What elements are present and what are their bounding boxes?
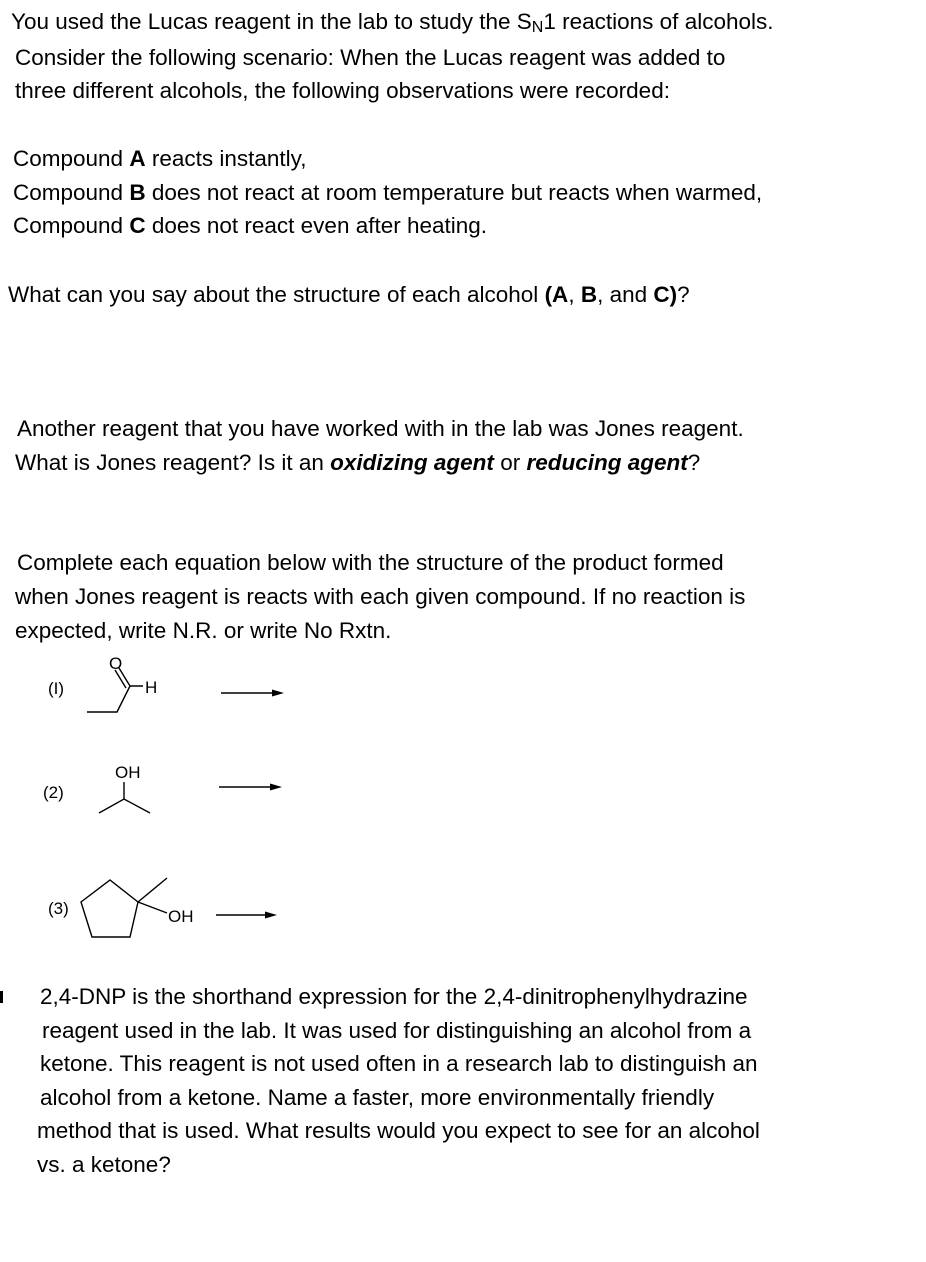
atom-oh: OH [115, 763, 141, 782]
arrowhead-3 [265, 912, 277, 919]
margin-mark [0, 991, 3, 1003]
structure-question: What can you say about the structure of each alcohol (A, B, and C)? [8, 282, 690, 307]
reaction-label-2: (2) [43, 783, 64, 802]
dnp-question: reagent used in the lab. It was used for distinguishing an alcohol from a [42, 1018, 752, 1043]
observation-a: Compound A reacts instantly, [13, 146, 307, 171]
atom-oh: OH [168, 907, 194, 926]
cyclopentane-ring [81, 880, 138, 937]
scenario-line: Consider the following scenario: When the Lucas reagent was added to [15, 45, 726, 70]
intro-text-end: 1 reactions of alcohols. [543, 9, 774, 34]
dnp-question: ketone. This reagent is not used often in a research lab to distinguish an [40, 1051, 758, 1076]
jones-question: What is Jones reagent? Is it an oxidizing agent or reducing agent? [15, 450, 701, 475]
atom-o: O [109, 654, 123, 673]
equation-instructions: when Jones reagent is reacts with each given compound. If no reaction is [15, 584, 746, 609]
atom-h: H [145, 678, 158, 697]
subscript-n: N [531, 19, 544, 36]
methyl-and-oh-bonds [138, 878, 167, 913]
dnp-question: vs. a ketone? [37, 1152, 171, 1177]
reaction-label-1: (I) [48, 679, 65, 698]
arrowhead-2 [270, 784, 282, 791]
propanal-skeleton [87, 686, 143, 712]
equation-instructions: expected, write N.R. or write No Rxtn. [15, 618, 392, 643]
observation-c: Compound C does not react even after heating. [13, 213, 488, 238]
arrowhead-1 [272, 690, 284, 697]
observation-b: Compound B does not react at room temperature but reacts when warmed, [13, 180, 763, 205]
jones-intro: Another reagent that you have worked with in the lab was Jones reagent. [17, 416, 744, 441]
dnp-question: alcohol from a ketone. Name a faster, more environmentally friendly [40, 1085, 715, 1110]
intro-text: You used the Lucas reagent in the lab to study the S [11, 9, 532, 34]
isopropanol-skeleton [99, 782, 150, 813]
dnp-question: method that is used. What results would you expect to see for an alcohol [37, 1118, 760, 1143]
reaction-label-3: (3) [48, 899, 69, 918]
dnp-question: 2,4-DNP is the shorthand expression for the 2,4-dinitrophenylhydrazine [40, 984, 748, 1009]
equation-instructions: Complete each equation below with the structure of the product formed [17, 550, 724, 575]
scenario-line: three different alcohols, the following observations were recorded: [15, 78, 670, 103]
